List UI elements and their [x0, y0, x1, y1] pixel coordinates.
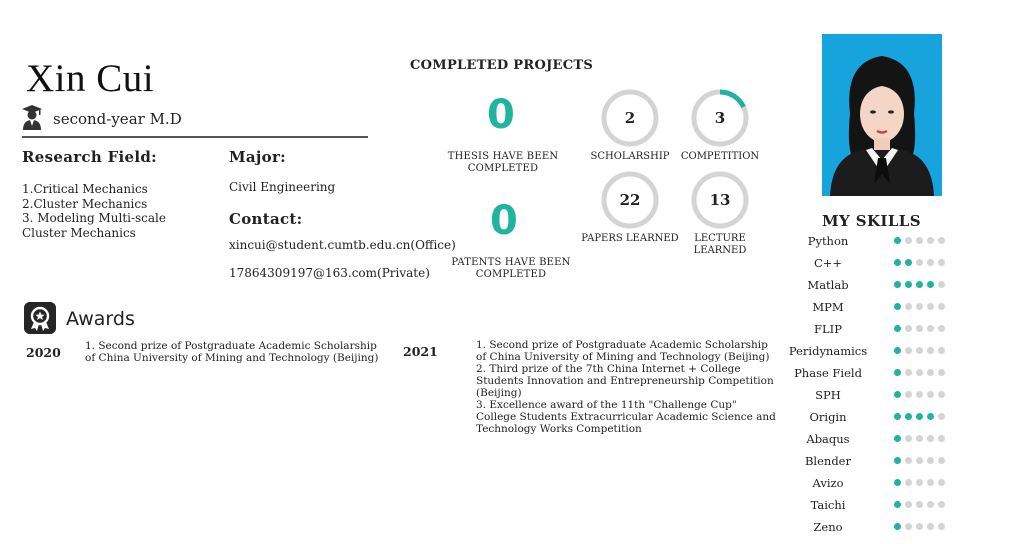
- skill-row: [780, 474, 960, 492]
- skill-row: [780, 276, 960, 294]
- skill-level-dots: [894, 347, 945, 354]
- skill-name: Matlab: [807, 278, 849, 292]
- skill-dot: [938, 479, 945, 486]
- skill-dot: [905, 303, 912, 310]
- skill-level-dots: [894, 303, 945, 310]
- skill-dot: [938, 391, 945, 398]
- skill-level-dots: [894, 523, 945, 530]
- research-item: 1.Critical Mechanics: [22, 182, 148, 196]
- skill-dot: [894, 479, 901, 486]
- skill-dot: [938, 413, 945, 420]
- award-item: 3. Excellence award of the 11th "Challenge Cup" College Students Extracurricular Academic Science and Technology Works Competition: [476, 399, 776, 435]
- skill-name: Abaqus: [806, 432, 850, 446]
- skill-dot: [938, 237, 945, 244]
- skill-name: FLIP: [814, 322, 842, 336]
- skill-dot: [916, 479, 923, 486]
- skill-dot: [894, 501, 901, 508]
- skill-dot: [938, 435, 945, 442]
- skill-row: [780, 254, 960, 272]
- patents-label: PATENTS HAVE BEEN COMPLETED: [451, 257, 571, 280]
- skill-name: MPM: [812, 300, 844, 314]
- skill-dot: [916, 281, 923, 288]
- skill-row: [780, 320, 960, 338]
- skill-dot: [916, 325, 923, 332]
- skill-dot: [894, 435, 901, 442]
- ring-label: LECTURE LEARNED: [693, 233, 747, 256]
- major-title: Major:: [229, 148, 286, 166]
- skill-dot: [927, 501, 934, 508]
- skill-dot: [916, 457, 923, 464]
- completed-projects-title: COMPLETED PROJECTS: [410, 58, 594, 73]
- progress-ring: [690, 88, 750, 152]
- profile-role: second-year M.D: [53, 110, 182, 128]
- skill-dot: [916, 259, 923, 266]
- skill-row: [780, 496, 960, 514]
- skill-dot: [938, 259, 945, 266]
- progress-ring: [600, 170, 660, 234]
- skill-row: [780, 430, 960, 448]
- skill-level-dots: [894, 369, 945, 376]
- skill-row: [780, 386, 960, 404]
- graduate-icon: [22, 104, 42, 130]
- skill-dot: [894, 281, 901, 288]
- skill-dot: [905, 523, 912, 530]
- skill-dot: [927, 523, 934, 530]
- skills-title: MY SKILLS: [822, 212, 921, 230]
- skill-dot: [938, 325, 945, 332]
- skill-dot: [894, 259, 901, 266]
- skill-name: Zeno: [813, 520, 843, 534]
- skill-dot: [916, 347, 923, 354]
- ring-label: COMPETITION: [680, 151, 760, 162]
- profile-photo: [822, 34, 942, 196]
- skill-dot: [894, 303, 901, 310]
- skill-dot: [894, 325, 901, 332]
- award-item: 1. Second prize of Postgraduate Academic Scholarship of China University of Mining and Technology (Beijing): [476, 339, 770, 363]
- skill-dot: [927, 479, 934, 486]
- progress-ring: [600, 88, 660, 152]
- skill-name: Python: [807, 234, 849, 248]
- skill-dot: [894, 523, 901, 530]
- contact-title: Contact:: [229, 210, 303, 228]
- skill-dot: [916, 523, 923, 530]
- divider: [22, 136, 368, 138]
- skill-row: [780, 452, 960, 470]
- thesis-label: THESIS HAVE BEEN COMPLETED: [447, 151, 559, 174]
- skill-dot: [894, 347, 901, 354]
- skill-row: [780, 518, 960, 536]
- skill-dot: [916, 369, 923, 376]
- award-year-2020: 2020: [26, 345, 61, 360]
- thesis-count: 0: [487, 92, 515, 138]
- skill-dot: [894, 413, 901, 420]
- skill-dot: [927, 325, 934, 332]
- skill-dot: [894, 369, 901, 376]
- skill-level-dots: [894, 479, 945, 486]
- skill-dot: [927, 237, 934, 244]
- skill-dot: [905, 435, 912, 442]
- skill-dot: [905, 479, 912, 486]
- medal-icon: [24, 302, 56, 334]
- skill-row: [780, 298, 960, 316]
- skill-row: [780, 364, 960, 382]
- skill-dot: [905, 259, 912, 266]
- skill-dot: [927, 457, 934, 464]
- skill-level-dots: [894, 435, 945, 442]
- skill-dot: [927, 413, 934, 420]
- ring-value: 3: [714, 109, 726, 127]
- skill-dot: [927, 303, 934, 310]
- skill-level-dots: [894, 391, 945, 398]
- ring-label: SCHOLARSHIP: [590, 151, 670, 162]
- skill-dot: [905, 457, 912, 464]
- research-field-title: Research Field:: [22, 148, 157, 166]
- skill-dot: [938, 369, 945, 376]
- skill-dot: [938, 347, 945, 354]
- award-list-2020: [85, 340, 385, 364]
- skill-dot: [905, 501, 912, 508]
- skill-level-dots: [894, 259, 945, 266]
- skill-dot: [905, 237, 912, 244]
- award-item: 1. Second prize of Postgraduate Academic Scholarship of China University of Mining and Technology (Beijing): [85, 340, 379, 364]
- awards-title: Awards: [66, 308, 135, 330]
- skill-dot: [938, 501, 945, 508]
- research-item: 2.Cluster Mechanics: [22, 196, 148, 211]
- skill-name: Peridynamics: [788, 344, 868, 358]
- skill-dot: [905, 325, 912, 332]
- skill-dot: [894, 237, 901, 244]
- skill-dot: [905, 413, 912, 420]
- skill-dot: [927, 369, 934, 376]
- ring-value: 2: [624, 109, 636, 127]
- skill-name: Origin: [809, 410, 847, 424]
- research-field-list: [22, 182, 212, 240]
- skill-dot: [916, 501, 923, 508]
- skill-name: Taichi: [810, 498, 846, 512]
- skill-level-dots: [894, 325, 945, 332]
- skill-name: Phase Field: [794, 366, 862, 380]
- research-item: 3. Modeling Multi-scale Cluster Mechanics: [22, 211, 166, 240]
- major-value: Civil Engineering: [229, 180, 336, 194]
- progress-ring: [690, 170, 750, 234]
- skill-dot: [938, 523, 945, 530]
- ring-label: PAPERS LEARNED: [581, 233, 679, 244]
- skill-name: Avizo: [812, 476, 844, 490]
- skill-dot: [927, 347, 934, 354]
- skill-dot: [916, 391, 923, 398]
- skill-dot: [938, 457, 945, 464]
- skill-dot: [894, 457, 901, 464]
- skill-dot: [916, 303, 923, 310]
- skill-dot: [916, 435, 923, 442]
- skill-dot: [927, 391, 934, 398]
- skill-level-dots: [894, 457, 945, 464]
- skill-dot: [927, 435, 934, 442]
- skill-row: [780, 408, 960, 426]
- skill-dot: [905, 281, 912, 288]
- skill-dot: [927, 259, 934, 266]
- skill-dot: [916, 413, 923, 420]
- skill-name: C++: [813, 256, 843, 270]
- ring-value: 13: [709, 191, 731, 209]
- skill-name: SPH: [815, 388, 841, 402]
- skill-row: [780, 232, 960, 250]
- contact-private-email[interactable]: 17864309197@163.com(Private): [229, 266, 430, 280]
- award-item: 2. Third prize of the 7th China Internet + College Students Innovation and Entrepreneurship Competition (Beijing): [476, 363, 774, 399]
- skill-dot: [894, 391, 901, 398]
- skill-level-dots: [894, 413, 945, 420]
- skill-dot: [905, 369, 912, 376]
- skill-level-dots: [894, 501, 945, 508]
- award-year-2021: 2021: [403, 344, 438, 359]
- skill-dot: [938, 281, 945, 288]
- skill-dot: [916, 237, 923, 244]
- profile-name: Xin Cui: [26, 57, 155, 100]
- skill-name: Blender: [804, 454, 851, 468]
- skill-dot: [905, 391, 912, 398]
- ring-value: 22: [619, 191, 641, 209]
- skill-dot: [927, 281, 934, 288]
- skill-dot: [905, 347, 912, 354]
- skill-row: [780, 342, 960, 360]
- patents-count: 0: [490, 198, 518, 244]
- skill-level-dots: [894, 281, 945, 288]
- skill-level-dots: [894, 237, 945, 244]
- contact-office-email[interactable]: xincui@student.cumtb.edu.cn(Office): [229, 238, 456, 252]
- skill-dot: [938, 303, 945, 310]
- award-list-2021: [476, 339, 776, 435]
